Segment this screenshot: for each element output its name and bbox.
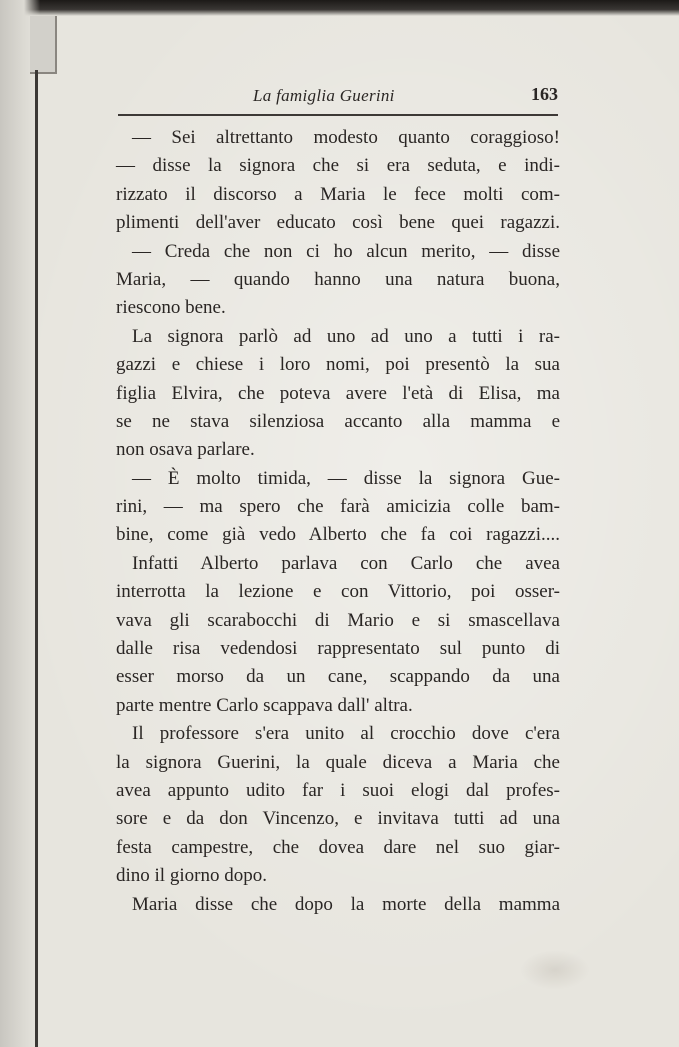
paper-stain [520,950,590,990]
text-line: rini, — ma spero che farà amicizia colle bam- [116,496,560,518]
text-line: La signora parlò ad uno ad uno a tutti i ra- [132,325,560,347]
text-line: la signora Guerini, la quale diceva a Maria che [116,751,560,773]
text-line: vava gli scarabocchi di Mario e si smascellava [116,609,560,631]
text-line: sore e da don Vincenzo, e invitava tutti ad una [116,808,560,830]
binding-tab [30,16,57,74]
text-line: — disse la signora che si era seduta, e indi- [116,155,560,177]
text-line: Infatti Alberto parlava con Carlo che avea [132,552,560,574]
text-line: Il professore s'era unito al crocchio dove c'era [132,723,560,745]
text-line: festa campestre, che dovea dare nel suo giar- [116,836,560,858]
book-spine-shadow [0,0,40,1047]
text-line: — Sei altrettanto modesto quanto coraggioso! [132,127,560,148]
running-title: La famiglia Guerini [253,86,395,105]
text-line: riescono bene. [116,297,226,319]
text-line: Maria disse che dopo la morte della mamma [132,893,560,915]
binding-edge-line [35,70,38,1047]
text-line: interrotta la lezione e con Vittorio, poi osser- [116,581,560,603]
page-number: 163 [531,84,558,104]
text-line: rizzato il discorso a Maria le fece molti com- [116,183,560,205]
text-line: dalle risa vedendosi rappresentato sul punto di [116,638,560,660]
text-line: gazzi e chiese i loro nomi, poi presentò la sua [116,354,560,376]
header-rule [118,114,558,116]
text-line: non osava parlare. [116,439,255,461]
page-top-edge [0,0,679,16]
text-line: figlia Elvira, che poteva avere l'età di Elisa, ma [116,382,560,404]
text-line: esser morso da un cane, scappando da una [116,666,560,688]
text-line: bine, come già vedo Alberto che fa coi ragazzi.... [116,524,560,546]
text-line: se ne stava silenziosa accanto alla mamma e [116,410,560,432]
page-header [118,82,558,108]
text-line: — Creda che non ci ho alcun merito, — disse [132,240,560,262]
text-line: avea appunto udito far i suoi elogi dal profes- [116,779,560,801]
text-line: dino il giorno dopo. [116,865,267,887]
text-line: Maria, — quando hanno una natura buona, [116,268,560,290]
text-line: parte mentre Carlo scappava dall' altra. [116,694,413,716]
text-line: plimenti dell'aver educato così bene quei ragazzi. [116,212,560,234]
body-text [116,124,560,919]
text-line: — È molto timida, — disse la signora Gue- [132,467,560,489]
